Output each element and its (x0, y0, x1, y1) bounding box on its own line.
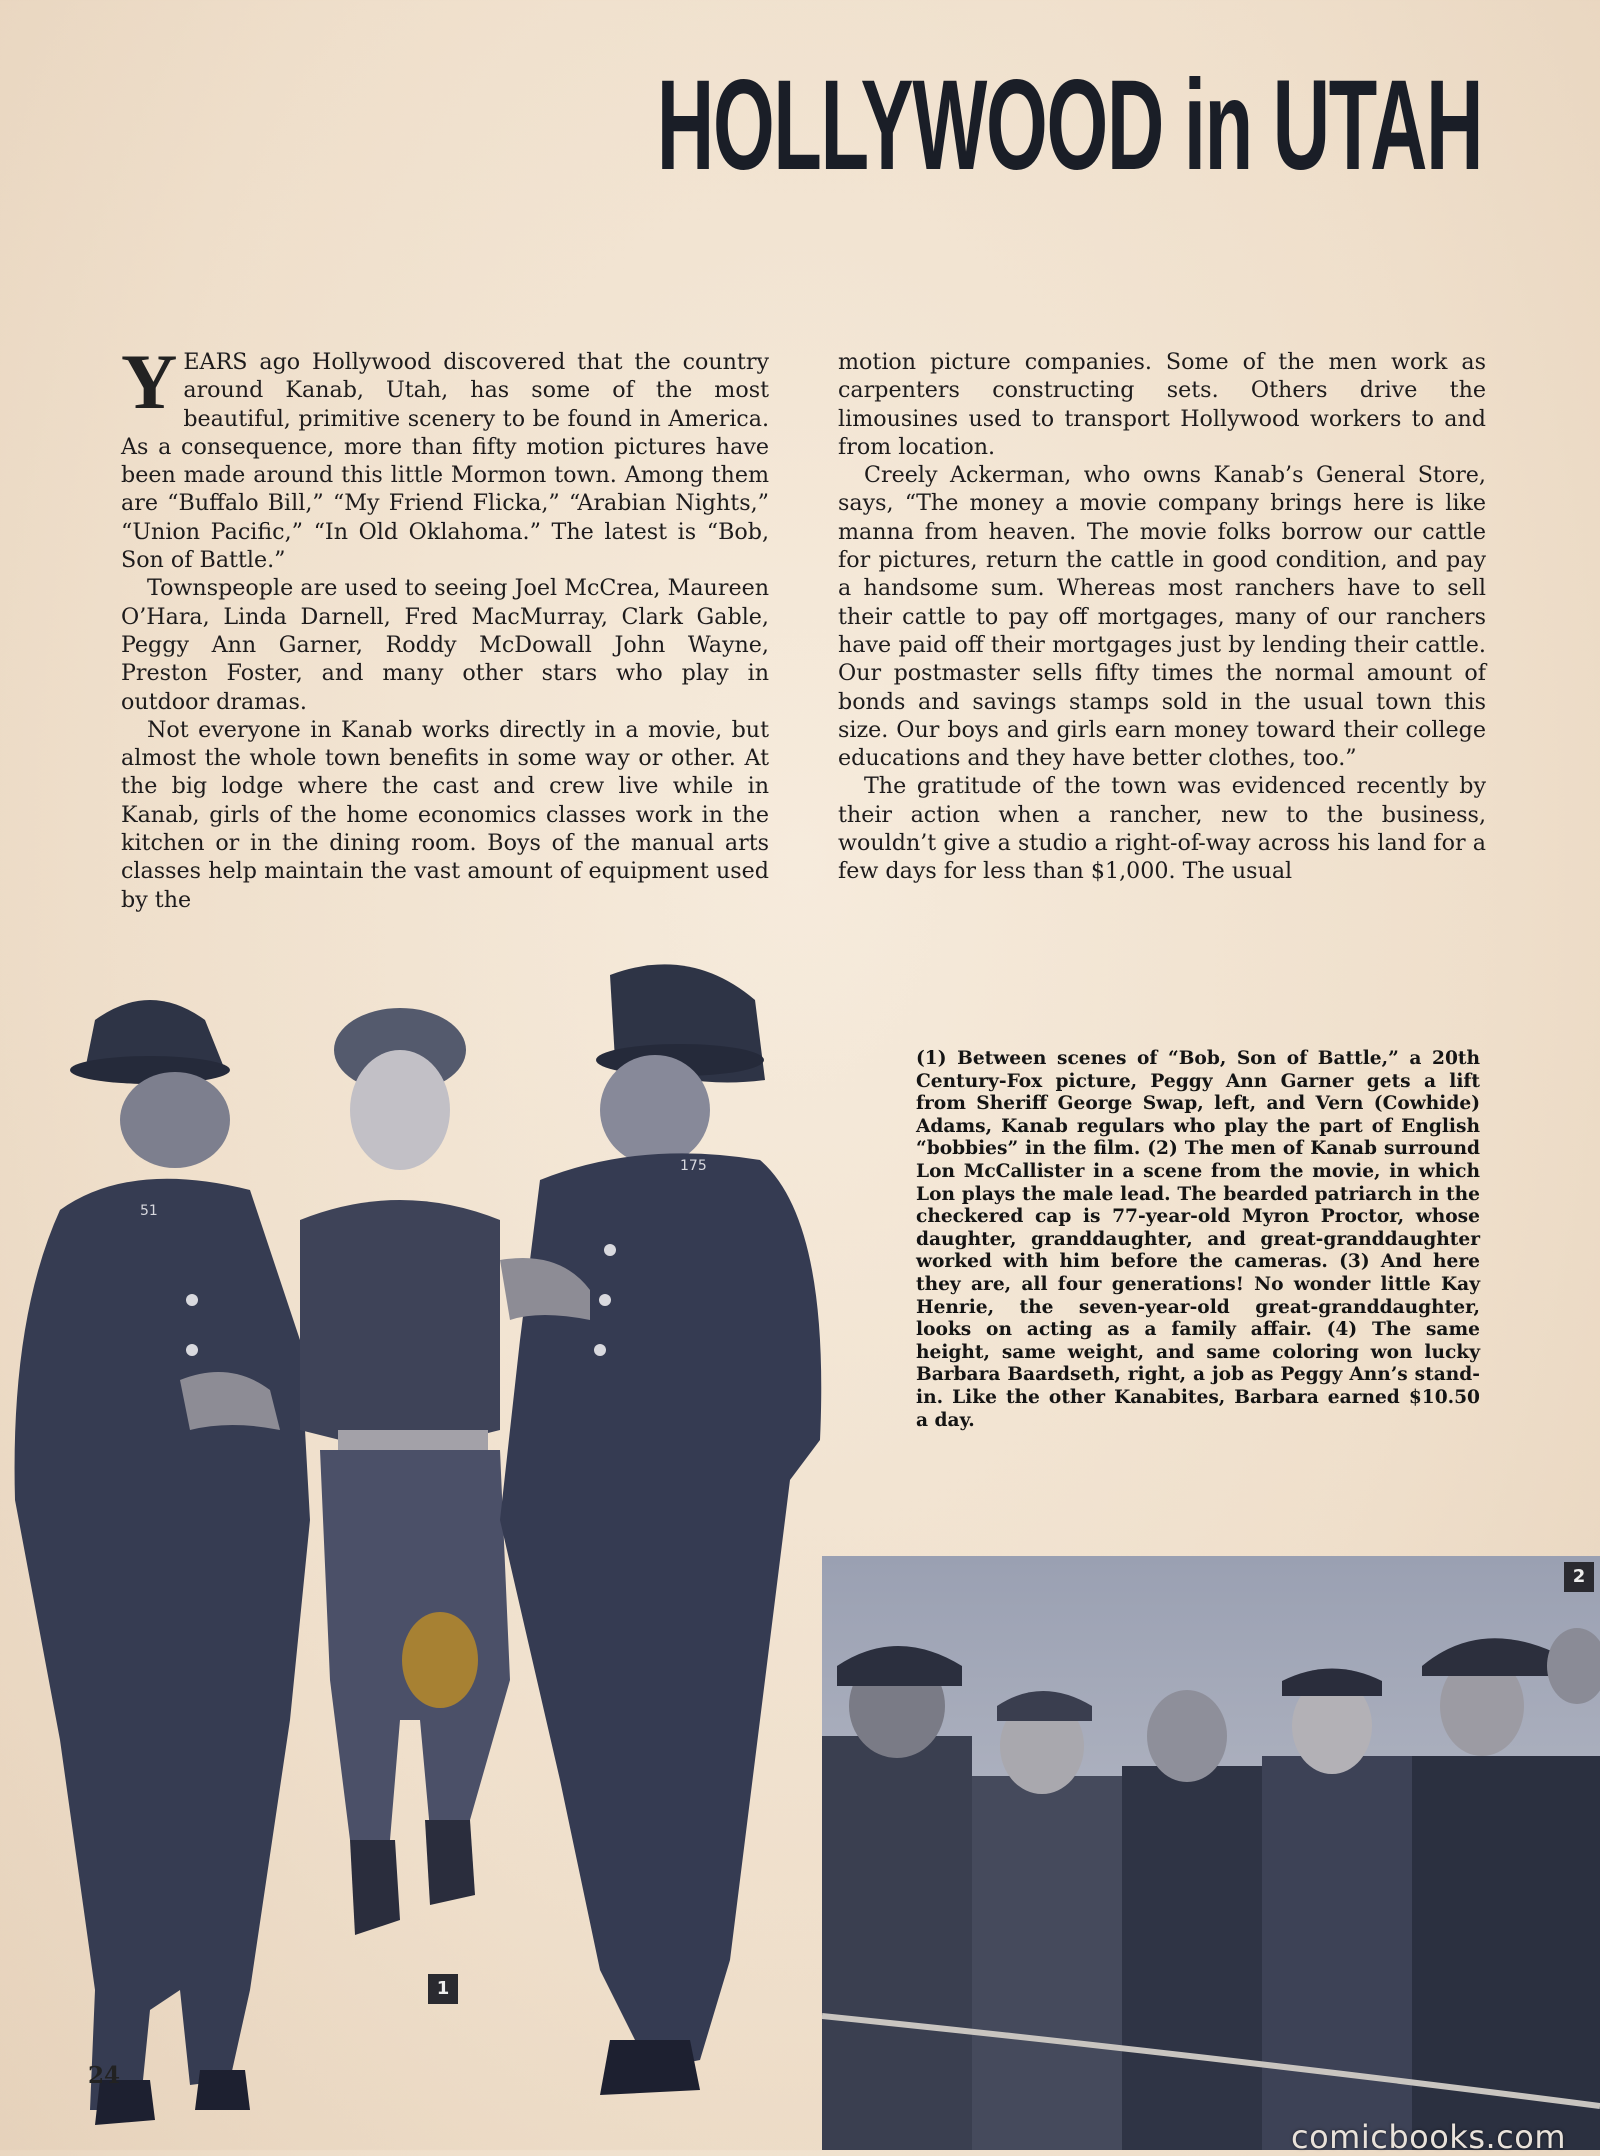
page-title: HOLLYWOOD in UTAH (656, 54, 1482, 197)
watermark: comicbooks.com (1290, 2118, 1566, 2156)
girl-figure (300, 1008, 510, 1935)
dropcap: Y (121, 338, 178, 425)
paragraph-text: EARS ago Hollywood discovered that the country around Kanab, Utah, has some of the most beautiful, primitive scenery to be found in America. As a consequence, more than fifty motion pictures have been made around this little Mormon town. Among them are “Buffalo Bill,” “My Friend Flicka,” “Arabian Nights,” “Union Pacific,” “In Old Oklahoma.” The latest is “Bob, Son of Battle.” (121, 349, 769, 574)
page-number: 24 (88, 2062, 121, 2089)
article-paragraph: Townspeople are used to seeing Joel McCrea, Maureen O’Hara, Linda Darnell, Fred MacMurray, Clark Gable, Peggy Ann Garner, Roddy McDowall John Wayne, Preston Foster, and many other stars who play in outdoor dramas. (121, 575, 769, 715)
article-paragraph (121, 338, 769, 574)
photo-number-badge: 1 (428, 1974, 458, 2004)
photo-number-badge: 2 (1564, 1562, 1594, 1592)
article-paragraph: Not everyone in Kanab works directly in a movie, but almost the whole town benefits in some way or other. At the big lodge where the cast and crew live while in Kanab, girls of the home economics classes work in the kitchen or in the dining room. Boys of the manual arts classes help maintain the vast amount of equipment used by the (121, 716, 769, 913)
article-column-left (121, 338, 769, 914)
photo-2-illustration (822, 1556, 1600, 2150)
photo-men-of-kanab (822, 1556, 1600, 2150)
article-paragraph: The gratitude of the town was evidenced recently by their action when a rancher, new to the business, wouldn’t give a studio a right-of-way across his land for a few days for less than $1,000. The usual (838, 773, 1486, 885)
photo-bobbies-cutout (0, 960, 830, 2150)
photo-1-illustration (0, 960, 830, 2150)
article-paragraph: motion picture companies. Some of the men work as carpenters constructing sets. Others drive the limousines used to transport Hollywood workers to and from location. (838, 349, 1486, 460)
helmet-number-right: 175 (680, 1158, 707, 1174)
crowd-of-men (822, 1628, 1600, 2150)
helmet-number-left: 51 (140, 1203, 158, 1219)
right-bobby-figure (500, 964, 821, 2095)
photo-caption: (1) Between scenes of “Bob, Son of Battle,” a 20th Century-Fox picture, Peggy Ann Garner gets a lift from Sheriff George Swap, left, and Vern (Cowhide) Adams, Kanab regulars who play the part of English “bobbies” in the film. (2) The men of Kanab surround Lon McCallister in a scene from the movie, in which Lon plays the male lead. The bearded patriarch in the checkered cap is 77-year-old Myron Proctor, whose daughter, granddaughter, and great-granddaughter worked with him before the cameras. (3) And here they are, all four generations! No wonder little Kay Henrie, the seven-year-old great-granddaughter, looks on acting as a family affair. (4) The same height, same weight, and same coloring won lucky Barbara Baardseth, right, a job as Peggy Ann’s stand-in. Like the other Kanabites, Barbara earned $10.50 a day. (916, 1048, 1480, 1431)
article-column-right (838, 348, 1486, 886)
left-bobby-figure (15, 1000, 310, 2125)
article-paragraph: Creely Ackerman, who owns Kanab’s General Store, says, “The money a movie company brings here is like manna from heaven. The movie folks borrow our cattle for pictures, return the cattle in good condition, and pay a handsome sum. Whereas most ranchers have to sell their cattle to pay off mortgages, many of our ranchers have paid off their mortgages just by lending their cattle. Our postmaster sells fifty times the normal amount of bonds and savings stamps sold in the usual town this size. Our boys and girls earn money toward their college educations and they have better clothes, too.” (838, 462, 1486, 772)
